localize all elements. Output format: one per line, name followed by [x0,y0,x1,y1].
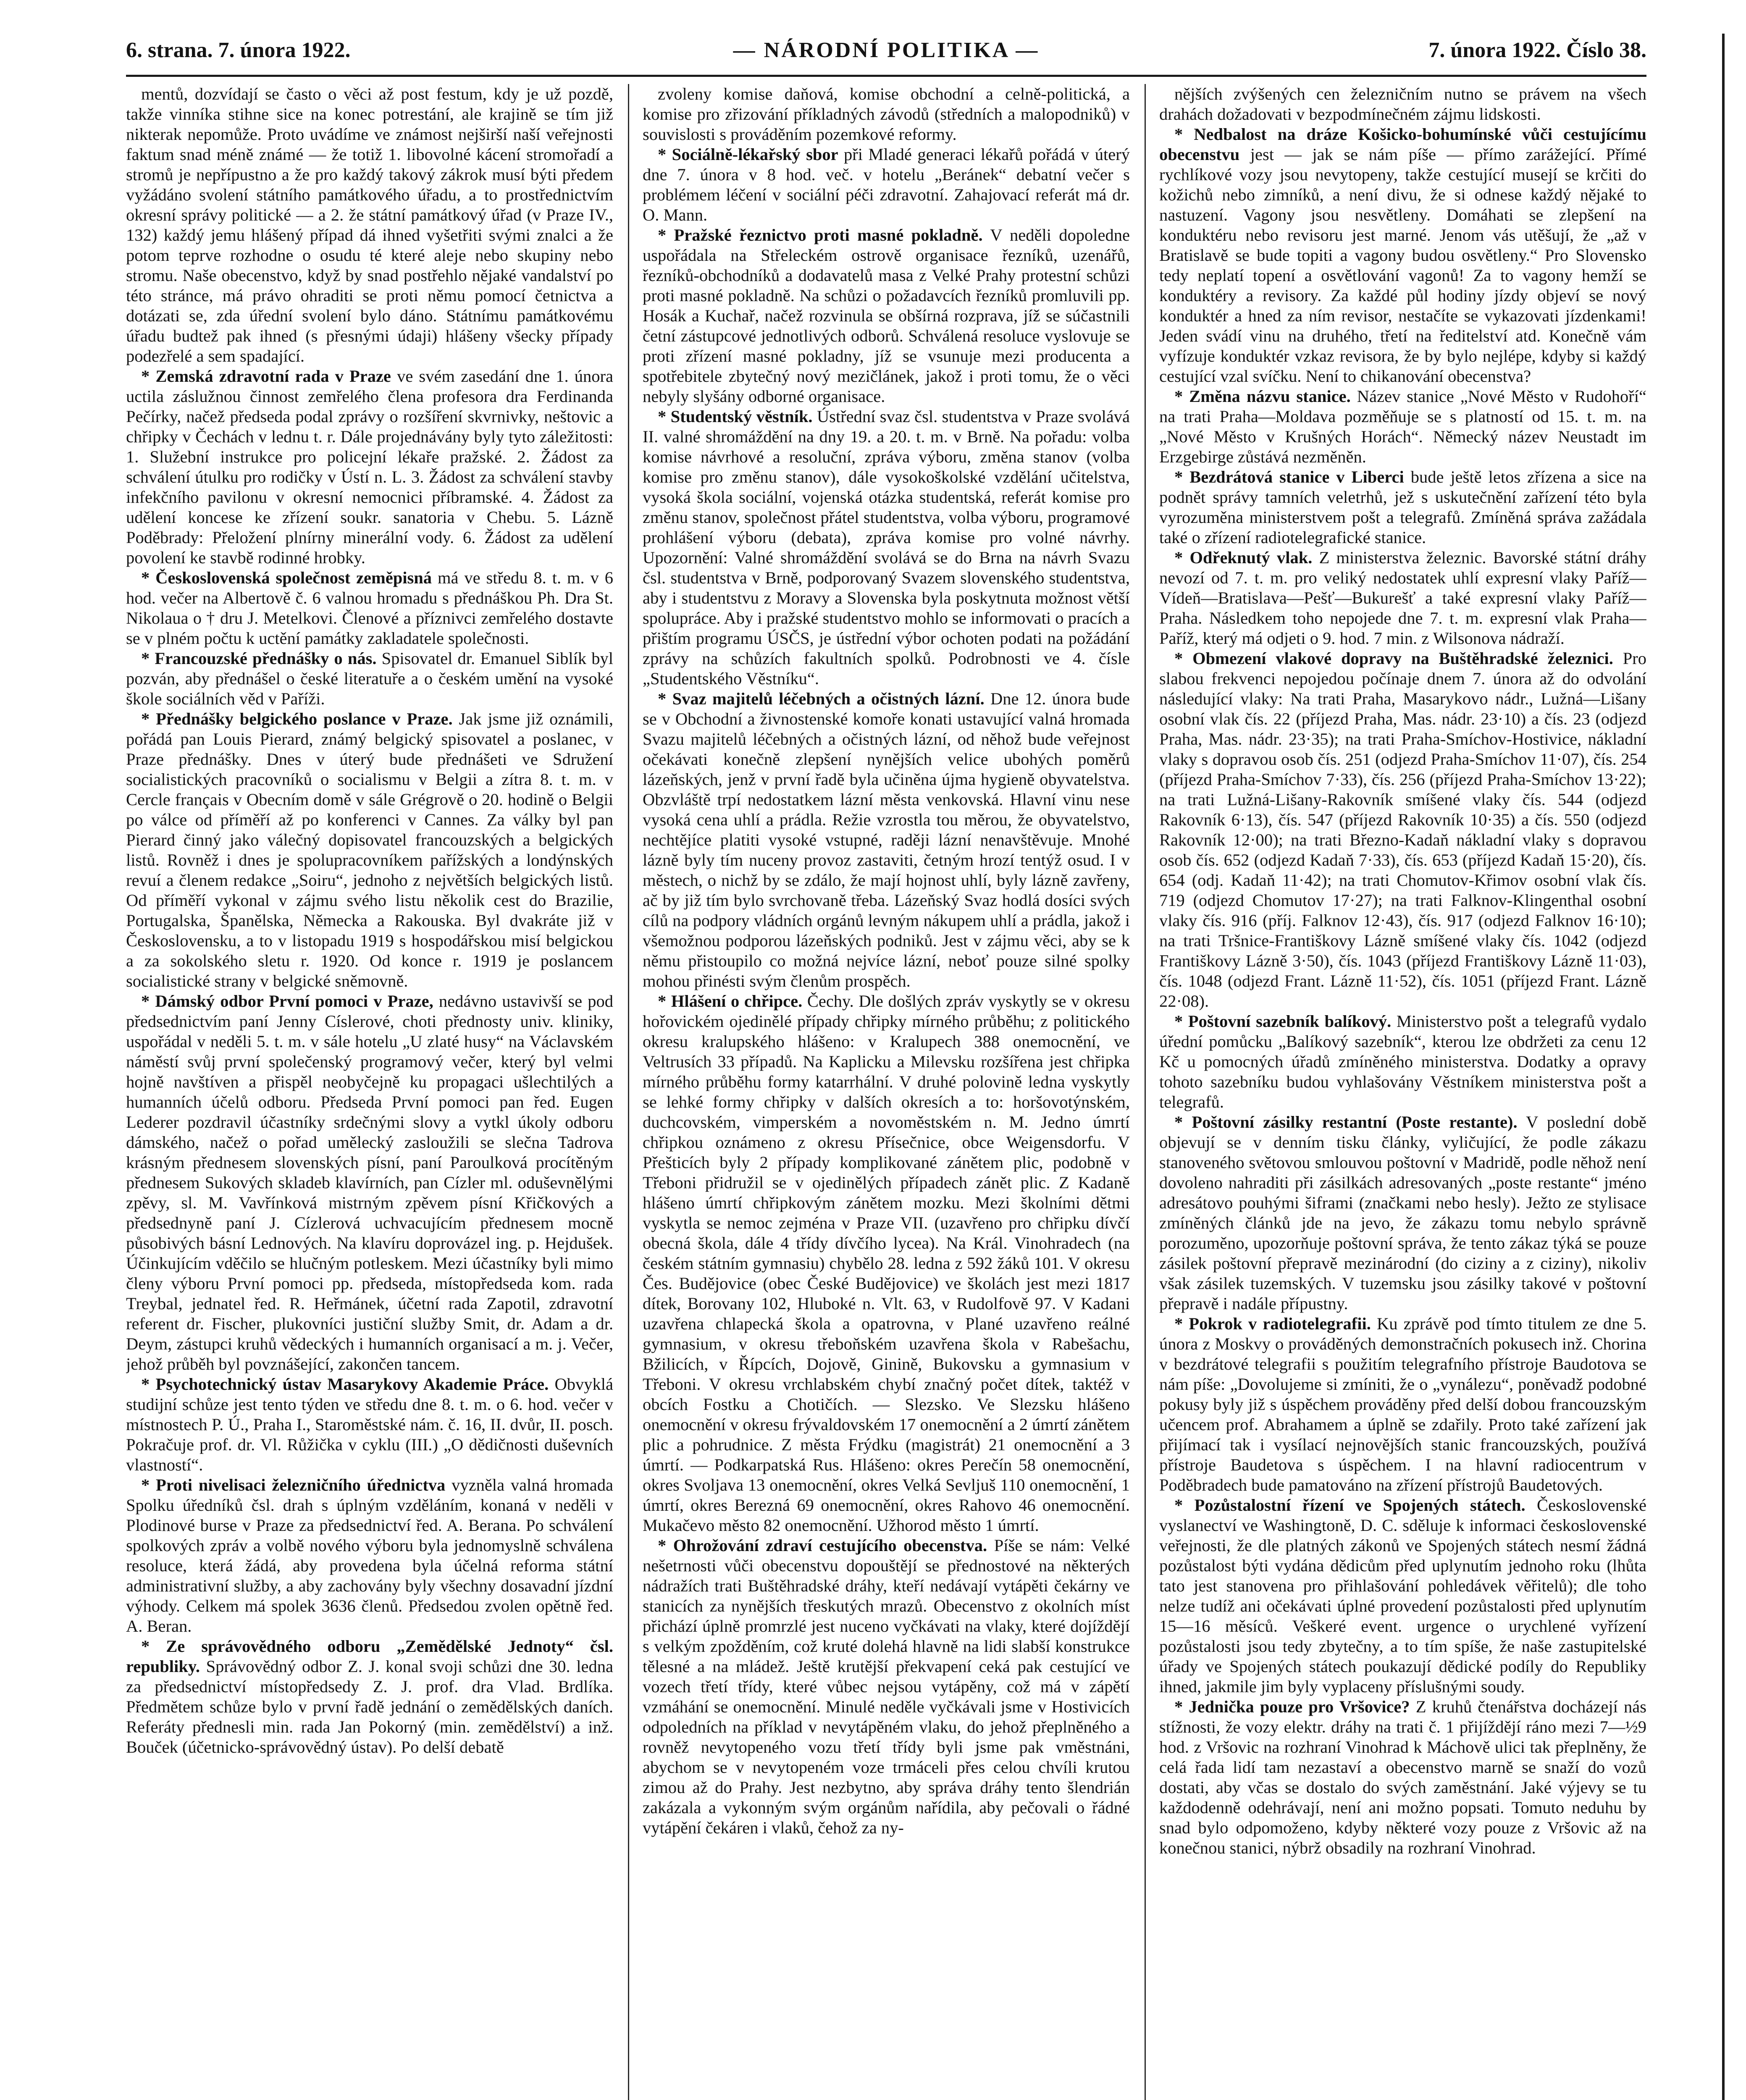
article-paragraph: * Sociálně-lékařský sbor při Mladé generaci lékařů pořádá v úterý dne 7. února v 8 hod. več. v hotelu „Beránek“ debatní večer s problémem léčení v sociální péči zdravotní. Zahajovací referát má dr. O. Mann. [643,145,1130,224]
article-heading: * Obmezení vlakové dopravy na Buštěhradské železnici. [1174,649,1613,668]
article-paragraph: * Dámský odbor První pomoci v Praze, nedávno ustavivší se pod předsednictvím paní Jenny Císlerové, choti přednosty univ. kliniky, uspořádal v neděli 5. t. m. v sále hotelu „U zlaté husy“ na Václavském náměstí svůj první společenský programový večer, který byl velmi hojně navštíven a přispěl neobyčejně ku propagaci ušlechtilých a humanních účelů odboru. Předseda První pomoci pan řed. Eugen Lederer pozdravil účastníky srdečnými slovy a vytkl úkoly odboru dámského, načež o pořad umělecký zasloužili se slečna Tadrova krásným přednesem slovenských písní, paní Paroulková procítěným přednesem Sukových skladeb klavírních, pan Cízler ml. oduševnělými zpěvy, sl. M. Vavřínková mistrným zpěvem písní Křičkových a předsednyně paní J. Cízlerová uchvacujícím přednesem mocně působivých básní Lednových. Na klavíru doprovázel ing. p. Hejdušek. Účinkujícím vděčilo se hlučným potleskem. Mezi účastníky byli mimo členy výboru První pomoci pp. předseda, místopředseda kom. rada Treybal, jednatel řed. R. Heřmánek, účetní rada Zapotil, zdravotní referent dr. Fischer, plukovníci justiční služby Smit, dr. Adam a dr. Deym, zástupci kruhů vědeckých i humanních organisací a m. j. Večer, jehož průběh byl povznášející, zakončen tancem. [126,992,613,1373]
newspaper-page [126,38,1646,2100]
article-paragraph: * Odřeknutý vlak. Z ministerstva železnic. Bavorské státní dráhy nevozí od 7. t. m. pro veliký nedostatek uhlí expresní vlaky Paříž—Vídeň—Bratislava—Pešť—Bukurešť a také expresní vlaky Paříž—Praha. Následkem toho nepojede dne 7. t. m. expresní vlak Praha—Paříž, který má odjeti o 9. hod. 7 min. z Wilsonova nádraží. [1159,548,1646,648]
article-paragraph: * Bezdrátová stanice v Liberci bude ještě letos zřízena a sice na podnět správy tamních veletrhů, jež s uskutečnění zařízení této byla vyrozuměna ministerstvem pošt a telegrafů. Zmíněná správa zažádala také o zřízení radiotelegrafické stanice. [1159,467,1646,547]
article-heading: * Studentský věstník. [658,407,813,426]
article-paragraph: * Zemská zdravotní rada v Praze ve svém zasedání dne 1. února uctila záslužnou činnost zemřelého člena profesora dra Ferdinanda Pečírky, načež předseda podal zprávy o rozšíření skvrnivky, neštovic a chřipky v Čechách v lednu t. r. Dále projednávány byly tyto záležitosti: 1. Služební instrukce pro policejní lékaře pražské. 2. Žádost za schválení útulku pro rodičky v Ústí n. L. 3. Žádost za schválení stavby infekčního pavilonu v okresní nemocnici příbramské. 4. Žádost za udělení koncese ke zřízení soukr. sanatoria v Chebu. 5. Lázně Poděbrady: Přeložení plnírny minerální vody. 6. Žádost za udělení povolení ke stavbě rodinné hrobky. [126,367,613,567]
article-paragraph: * Obmezení vlakové dopravy na Buštěhradské železnici. Pro slabou frekvenci nepojedou počínaje dnem 7. února až do odvolání následující vlaky: Na trati Praha, Masarykovo nádr., Lužná—Lišany osobní vlak čís. 22 (příjezd Praha, Mas. nádr. 23·10) a čís. 23 (odjezd Praha, Mas. nádr. 23·35); na trati Praha-Smíchov-Hostivice, nákladní vlaky s dopravou osob čís. 251 (odjezd Praha-Smíchov 11·07), čís. 254 (příjezd Praha-Smíchov 7·33), čís. 256 (příjezd Praha-Smíchov 13·22); na trati Lužná-Lišany-Rakovník smíšené vlaky čís. 544 (odjezd Rakovník 6·13), čís. 547 (příjezd Rakovník 10·35) a čís. 550 (odjezd Rakovník 12·00); na trati Březno-Kadaň nákladní vlaky s dopravou osob čís. 652 (odjezd Kadaň 7·33), čís. 653 (příjezd Kadaň 15·20), čís. 654 (odj. Kadaň 11·42); na trati Chomutov-Křimov osobní vlak čís. 719 (odjezd Chomutov 17·27); na trati Falknov-Klingenthal osobní vlaky čís. 916 (příj. Falknov 12·43), čís. 917 (odjezd Falknov 16·10); na trati Tršnice-Františkovy Lázně smíšené vlaky čís. 1042 (odjezd Františkovy Lázně 3·50), čís. 1043 (příjezd Františkovy Lázně 11·03), čís. 1048 (odjezd Frant. Lázně 11·52), čís. 1051 (příjezd Frant. Lázně 22·08). [1159,649,1646,1011]
page-header [126,38,1646,71]
article-paragraph: * Poštovní sazebník balíkový. Ministerstvo pošt a telegrafů vydalo úřední pomůcku „Balíkový sazebník“, kterou lze obdržeti za cenu 12 Kč u pomocných úřadů zmíněného ministerstva. Dodatky a opravy tohoto sazebníku budou vyhlašovány Věstníkem ministerstva pošt a telegrafů. [1159,1012,1646,1111]
article-paragraph: zvoleny komise daňová, komise obchodní a celně-politická, a komise pro zřizování příkladných závodů (středních a malopodniků) v souvislosti s prováděním pozemkové reformy. [643,84,1130,144]
article-paragraph: * Francouzské přednášky o nás. Spisovatel dr. Emanuel Siblík byl pozván, aby přednášel o české literatuře a o českém umění na vysoké škole sociálních věd v Paříži. [126,649,613,708]
article-heading: * Ohrožování zdraví cestujícího obecenstva. [658,1536,987,1555]
article-heading: * Bezdrátová stanice v Liberci [1174,467,1404,486]
column-1 [126,84,613,2100]
article-paragraph: * Svaz majitelů léčebných a očistných lázní. Dne 12. února bude se v Obchodní a živnostenské komoře konati ustavující valná hromada Svazu majitelů léčebných a očistných lázní, od něhož bude veřejnost očekávati konečně zlepšení nynějších velice ubohých poměrů lázeňských, jenž v první řadě byla učiněna újma hygieně obyvatelstva. Obzvláště trpí nedostatkem lázní města venkovská. Hlavní vinu nese vysoká cena uhlí a prádla. Režie vzrostla tou měrou, že obyvatelstvo, nechtějíce platiti vysoké vstupné, raději lázní nenavštěvuje. Mnohé lázně byly tím nuceny provoz zastaviti, četným hrozí tentýž osud. I v městech, o nichž by se zdálo, že mají hojnost uhlí, byly lázně zavřeny, ač by již tím bylo svrchovaně třeba. Lázeňský Svaz hodlá dosíci svých cílů na podpory vládních orgánů levným nákupem uhlí a prádla, jakož i všemožnou podporou lázeňských podniků. Jest v zájmu věci, aby se k němu přistoupilo co možná nejvíce lázní, neboť pouze silné spolky mohou přinésti svým členům prospěch. [643,689,1130,990]
column-divider [628,84,629,2100]
article-heading: * Pozůstalostní řízení ve Spojených státech. [1174,1496,1525,1515]
article-paragraph: * Pozůstalostní řízení ve Spojených státech. Československé vyslanectví ve Washingtoně, D. C. sděluje k informaci československé veřejnosti, že dle platných zákonů ve Spojených státech nesmí žádná pozůstalost býti vydána dědicům před uplynutím jednoho roku (lhůta tato jest stanovena pro přihlašování pohledávek věřitelů); dle toho nelze tudíž ani očekávati úplné provedení pozůstalosti před uplynutím 15—16 měsíců. Veškeré event. urgence o urychlené vyřízení pozůstalosti jsou tedy zbytečny, a to tím spíše, že naše zastupitelské úřady ve Spojených státech poukazují dědické podíly do Republiky ihned, jakmile jim byly vyplaceny příslušnými soudy. [1159,1496,1646,1696]
article-heading: * Svaz majitelů léčebných a očistných lázní. [658,689,985,708]
header-rule [126,75,1646,77]
article-heading: * Hlášení o chřipce. [658,992,803,1011]
article-heading: * Jednička pouze pro Vršovice? [1174,1697,1410,1716]
article-heading: * Poštovní sazebník balíkový. [1174,1012,1392,1031]
article-paragraph: * Přednášky belgického poslance v Praze. Jak jsme již oznámili, pořádá pan Louis Pierard, známý belgický spisovatel a poslanec, v Praze přednášky. Dnes v úterý bude přednášeti ve Sdružení socialistických pracovníků o socialismu v Belgii a zítra 8. t. m. v Cercle français v Obecním domě v sále Grégrově o 20. hodině o Belgii po válce od příměří až po konferenci v Cannes. Za války byl pan Pierard činný jako válečný dopisovatel francouzských a belgických listů. Rovněž i dnes je spolupracovníkem pařížských a londýnských revuí a členem redakce „Soiru“, jednoho z největších belgických listů. Od příměří vykonal v zájmu svého listu několik cest do Brazilie, Portugalska, Španělska, Německa a Rakouska. Byl dvakráte již v Československu, a to v listopadu 1919 s hospodářskou misí belgickou a za sokolského sletu r. 1920. Od konce r. 1919 je poslancem socialistické strany v belgické sněmovně. [126,709,613,990]
article-paragraph: * Nedbalost na dráze Košicko-bohumínské vůči cestujícímu obecenstvu jest — jak se nám píše — přímo zarážející. Přímé rychlíkové vozy jsou nevytopeny, takže cestující musejí se krčiti do kožichů nebo zimníků, a není divu, že si odnese každý nějaké to nastuzení. Vagony jsou nesvětleny. Domáhati se zlepšení na konduktéru nebo revisoru jest marné. Jenom vás utěšují, že „až v Bratislavě se bude topiti a vagony budou osvětleny.“ Pro Slovensko tedy neplatí topení a osvětlování vagonů! Za to vagony hemží se konduktéry a revisory. Za každé půl hodiny jízdy objeví se nový konduktér a hned za ním revisor, nestačíte se vykazovati jízdenkami! Jeden svádí vinu na druhého, třetí na ředitelství atd. Konečně vám vyfízuje konduktér vzkaz revisora, že by bylo nejlépe, kdyby si každý cestující vzal svíčku. Není to chikanování obecenstva? [1159,125,1646,386]
article-paragraph: * Studentský věstník. Ústřední svaz čsl. studentstva v Praze svolává II. valné shromáždění na dny 19. a 20. t. m. v Brně. Na pořadu: volba komise návrhové a resoluční, zpráva výboru, změna stanov (volba komise pro změnu stanov), dále vysokoškolské vzdělání učitelstva, vysoká škola sociální, vojenská otázka studentská, referát komise pro změnu stanov, společnost přátel studentstva, volba výboru, programové prohlášení výboru (debata), zpráva komise pro volné návrhy. Upozornění: Valné shromáždění svolává se do Brna na návrh Svazu čsl. studentstva v Brně, podporovaný Svazem slovenského studentstva, aby i studentstvu z Moravy a Slovenska byla poskytnuta možnost větší spolupráce. Aby i pražské studentstvo mohlo se informovati o pracích a přištím programu ÚSČS, je ústřední výbor ochoten podati na požádání zprávy na schůzích fakultních spolků. Podrobnosti ve 4. čísle „Studentského Věstníku“. [643,407,1130,688]
article-heading: * Československá společnost zeměpisná [141,568,432,587]
article-heading: * Dámský odbor První pomoci v Praze, [141,992,433,1011]
header-page-date: 6. strana. 7. února 1922. [126,38,351,62]
article-paragraph: * Změna názvu stanice. Název stanice „Nové Město v Rudohoří“ na trati Praha—Moldava pozměňuje se s platností od 15. t. m. na „Nové Město v Krušných Horách“. Německý název Neustadt im Erzgebirge zůstává nezměněn. [1159,387,1646,466]
article-heading: * Ze správovědného odboru „Zemědělské Jednoty“ čsl. republiky. [126,1637,613,1676]
header-masthead: — NÁRODNÍ POLITIKA — [733,38,1040,62]
column-2 [643,84,1130,2100]
article-heading: * Odřeknutý vlak. [1174,548,1313,567]
article-paragraph: * Psychotechnický ústav Masarykovy Akademie Práce. Obvyklá studijní schůze jest tento týden ve středu dne 8. t. m. o 6. hod. večer v místnostech P. Ú., Praha I., Staroměstské nám. č. 16, II. dvůr, II. posch. Pokračuje prof. dr. Vl. Růžička v cyklu (III.) „O dědičnosti duševních vlastností“. [126,1375,613,1474]
article-paragraph: * Pokrok v radiotelegrafii. Ku zprávě pod tímto titulem ze dne 5. února z Moskvy o prováděných demonstračních pokusech inž. Chorina v bezdrátové telegrafii s použitím telegrafního přístroje Baudotova se nám píše: „Dovolujeme si zmíniti, že o „vynálezu“, poněvadž podobné pokusy byly již s úspěchem prováděny před delší dobou francouzským učencem prof. Abrahamem a úplně se zdařily. Proto také zařízení jak přijímací tak i vysílací nejnovějších stanic francouzských, používá přístroje Baudetova s úspěchem. I na hlavní radiocentrum v Poděbradech bude pamatováno na zřízení přístrojů Baudetových. [1159,1314,1646,1494]
article-heading: * Sociálně-lékařský sbor [658,145,838,164]
article-heading: * Pokrok v radiotelegrafii. [1174,1314,1371,1333]
article-heading: * Pražské řeznictvo proti masné pokladně. [658,226,983,244]
article-paragraph: * Ze správovědného odboru „Zemědělské Jednoty“ čsl. republiky. Správovědný odbor Z. J. konal svoji schůzi dne 30. ledna za předsednictví místopředsedy Z. J. prof. dra Vlad. Brdlíka. Předmětem schůze bylo v první řadě jednání o zemědělských daních. Referáty přednesli min. rada Jan Pokorný (min. zemědělství) a inž. Bouček (účetnicko-správovědný ústav). Po delší debatě [126,1637,613,1756]
article-heading: * Psychotechnický ústav Masarykovy Akademie Práce. [141,1375,549,1394]
article-paragraph: mentů, dozvídají se často o věci až post festum, kdy je už pozdě, takže vinníka stihne sice na konec potrestání, ale krajině se tím již nikterak nepomůže. Proto uvádíme ve známost nejširší naší veřejnosti faktum snad méně známé — že totiž 1. libovolné kácení stromořadí a stromů je nepřípustno a že pro každý takový zákrok musí býti předem vyžádáno svolení státního památkového úřadu, a to prostřednictvím okresní správy politické — a 2. že státní památkový úřad (v Praze IV., 132) každý jemu hlášený případ dá ihned vyšetřiti svými znalci a že potom teprve rozhodne o osudu té které aleje nebo skupiny nebo stromu. Naše obecenstvo, když by snad postřehlo nějaké vandalství po této stránce, má právo ohraditi se proti němu pomocí četnictva a dotázati se, zda úřední svolení bylo dáno. Státnímu památkovému úřadu budtež pak ihned (s přesnými údaji) hlášeny všecky případy podezřelé a sem spadající. [126,84,613,365]
article-paragraph: * Pražské řeznictvo proti masné pokladně. V neděli dopoledne uspořádala na Střeleckém ostrově organisace řezníků, uzenářů, řezníků-obchodníků a dodavatelů masa z Velké Prahy protestní schůzi proti masné pokladně. Na schůzi o požadavcích řezníků promluvili pp. Hosák a Kuchař, načež rozvinula se obšírná rozprava, jíž se súčastnili četní zástupcové jednotlivých odborů. Schválená resoluce vyslovuje se proti zřízení masné pokladny, jíž se vsunuje mezi producenta a spotřebitele zbytečný nový mezičlánek, jakož i proti tomu, že o věci nebyly slyšány odborné organisace. [643,226,1130,406]
article-paragraph: * Poštovní zásilky restantní (Poste restante). V poslední době objevují se v denním tisku články, vyličující, že podle zákazu stanoveného světovou smlouvou poštovní v Madridě, podle něhož není dovoleno nahraditi při zásilkách adresovaných „poste restante“ jméno adresátovo pouhými šiframi (značkami nebo hesly). Ježto ze stylisace zmíněných článků jde na jevo, že zákazu tomu nebylo správně porozuměno, upozorňuje poštovní správa, že tento zákaz týká se pouze zásilek poštovní přepravě mezinárodní (do ciziny a z ciziny), nikoliv však zásilek tuzemských. V tuzemsku jsou zásilky takové v poštovní přepravě i nadále přípustny. [1159,1113,1646,1313]
article-paragraph: * Jednička pouze pro Vršovice? Z kruhů čtenářstva docházejí nás stížnosti, že vozy elektr. dráhy na trati č. 1 přijíždějí ráno mezi 7—½9 hod. z Vršovic na rozhraní Vinohrad k Máchově ulici tak přeplněny, že celá řada lidí tam nezastaví a obecenstvo marně se snaží do vozů dostati, aby včas se dostalo do svých zaměstnání. Jaké výjevy se tu každodenně odehrávají, není ani možno popsati. Tomuto neduhu by snad bylo odpomoženo, kdyby některé vozy pouze z Vršovic až na konečnou stanici, nýbrž obsadily na rozhraní Vinohrad. [1159,1697,1646,1857]
article-paragraph: * Proti nivelisaci železničního úřednictva vyzněla valná hromada Spolku úředníků čsl. drah s úplným vzděláním, konaná v neděli v Plodinové burse v Praze za předsednictví řed. A. Berana. Po schválení spolkových zpráv a volbě nového výboru byla jednomyslně schválena resoluce, která žádá, aby provedena byla účelná reforma státní administrativní služby, a aby zachovány byly všechny dosavadní jízdní výhody. Celkem má spolek 3636 členů. Předsedou zvolen opětně řed. A. Beran. [126,1475,613,1635]
header-issue-number: 7. února 1922. Číslo 38. [1428,38,1646,62]
article-heading: * Zemská zdravotní rada v Praze [141,367,391,386]
article-heading: * Poštovní zásilky restantní (Poste restante). [1174,1113,1518,1131]
column-3 [1159,84,1646,2100]
article-heading: * Přednášky belgického poslance v Praze. [141,709,453,728]
article-heading: * Nedbalost na dráze Košicko-bohumínské vůči cestujícímu obecenstvu [1159,125,1646,164]
article-paragraph: * Hlášení o chřipce. Čechy. Dle došlých zpráv vyskytly se v okresu hořovickém ojedinělé případy chřipky mírného průběhu; z politického okresu kralupského hlášeno: v Kralupech 388 onemocnění, ve Veltrusích 33 případů. Na Kaplicku a Milevsku rozšířena jest chřipka mírného průběhu formy katarrhální. V druhé polovině ledna vyskytly se lehké formy chřipky v dalších okresích a to: horšovotýnském, duchcovském, vimperském a novoměstském n. M. Jedno úmrtí chřipkou oznámeno z okresu Přísečnice, obce Weigensdorfu. V Přešticích byly 2 případy komplikované zánětem plic, podobně v Třeboni přidružil se v ojedinělých případech zánět plic. Z Kadaně hlášeno úmrtí chřipkovým zánětem mozku. Mezi školními dětmi vyskytla se nemoc zejména v Praze VII. (uzavřeno pro chřipku dívčí obecná škola, dále 4 třídy dívčího lycea). Na Král. Vinohradech (na českém státním gymnasiu) chybělo 28. ledna z 592 žáků 101. V okresu Čes. Budějovice (obec České Budějovice) ve školách jest mezi 1817 dítek, Borovany 102, Hluboké n. Vlt. 63, v Rudolfově 97. V Kadani uzavřena chlapecká škola a opatrovna, v Plané uzavřeno reálné gymnasium, v okresu třeboňském uzavřena škola v Rabešachu, Bžilicích, v Řípcích, Dojově, Ginině, Bukovsku a gymnasium v Třeboni. V okresu vrchlabském chybí značný počet dítek, taktéž v obcích Fostku a Chotičích. — Slezsko. Ve Slezsku hlášeno onemocnění v okresu frývaldovském 17 onemocnění a 2 úmrtí zánětem plic a pohrudnice. Z města Frýdku (magistrát) 21 onemocnění a 3 úmrtí. — Podkarpatská Rus. Hlášeno: okres Perečín 58 onemocnění, okres Svoljava 13 onemocnění, okres Velká Sevljuš 110 onemocnění, 1 úmrtí, okres Berezná 69 onemocnění, okres Rahovo 46 onemocnění. Mukačevo město 82 onemocnění. Užhorod město 1 úmrtí. [643,992,1130,1535]
column-divider [1145,84,1146,2100]
article-paragraph: * Ohrožování zdraví cestujícího obecenstva. Píše se nám: Velké nešetrnosti vůči obecenstvu dopouštějí se přednostové na některých nádražích trati Buštěhradské dráhy, kteří nedávají vytápěti čekárny ve stanicích za nynějších třeskutých mrazů. Obecenstvo z okolních míst přichází úplně promrzlé jest nuceno vyčkávati na vlaky, které dojíždějí s velkým zpožděním, což kruté dolehá hlavně na lidi slabší konstrukce tělesné a na mládež. Ještě krutější překvapení ceká pak cestující ve vozech třetí třídy, které vůbec nejsou vytápěny, což má v zápětí vzmáhání se onemocnění. Minulé neděle vyčkávali jsme v Hostivicích odpoledních na příklad v nevytápěném vlaku, do jehož přeplněného a rovněž nevytopeného vozu třetí třídy byli jsme pak vměstnáni, abychom se v nevytopeném voze trmáceli přes celou chvíli krutou zimou až do Prahy. Jest nezbytno, aby správa dráhy tento šlendrián zakázala a vykonným svým orgánům nařídila, aby pečovali o řádné vytápění čekáren i vlaků, čehož za ny- [643,1536,1130,1837]
article-paragraph: nějších zvýšených cen železničním nutno se právem na všech drahách dožadovati v bezpodmínečném zájmu lidskosti. [1159,84,1646,123]
article-heading: * Francouzské přednášky o nás. [141,649,377,668]
article-heading: * Změna názvu stanice. [1174,387,1351,406]
page-edge-shadow [1722,34,1725,2100]
article-heading: * Proti nivelisaci železničního úřednictva [141,1475,446,1494]
article-paragraph: * Československá společnost zeměpisná má ve středu 8. t. m. v 6 hod. večer na Albertově č. 6 valnou hromadu s přednáškou Ph. Dra St. Nikolaua o † dru J. Metelkovi. Členové a příznivci zemřelého dostavte se v plném počtu k uctění památky zakladatele společnosti. [126,568,613,648]
